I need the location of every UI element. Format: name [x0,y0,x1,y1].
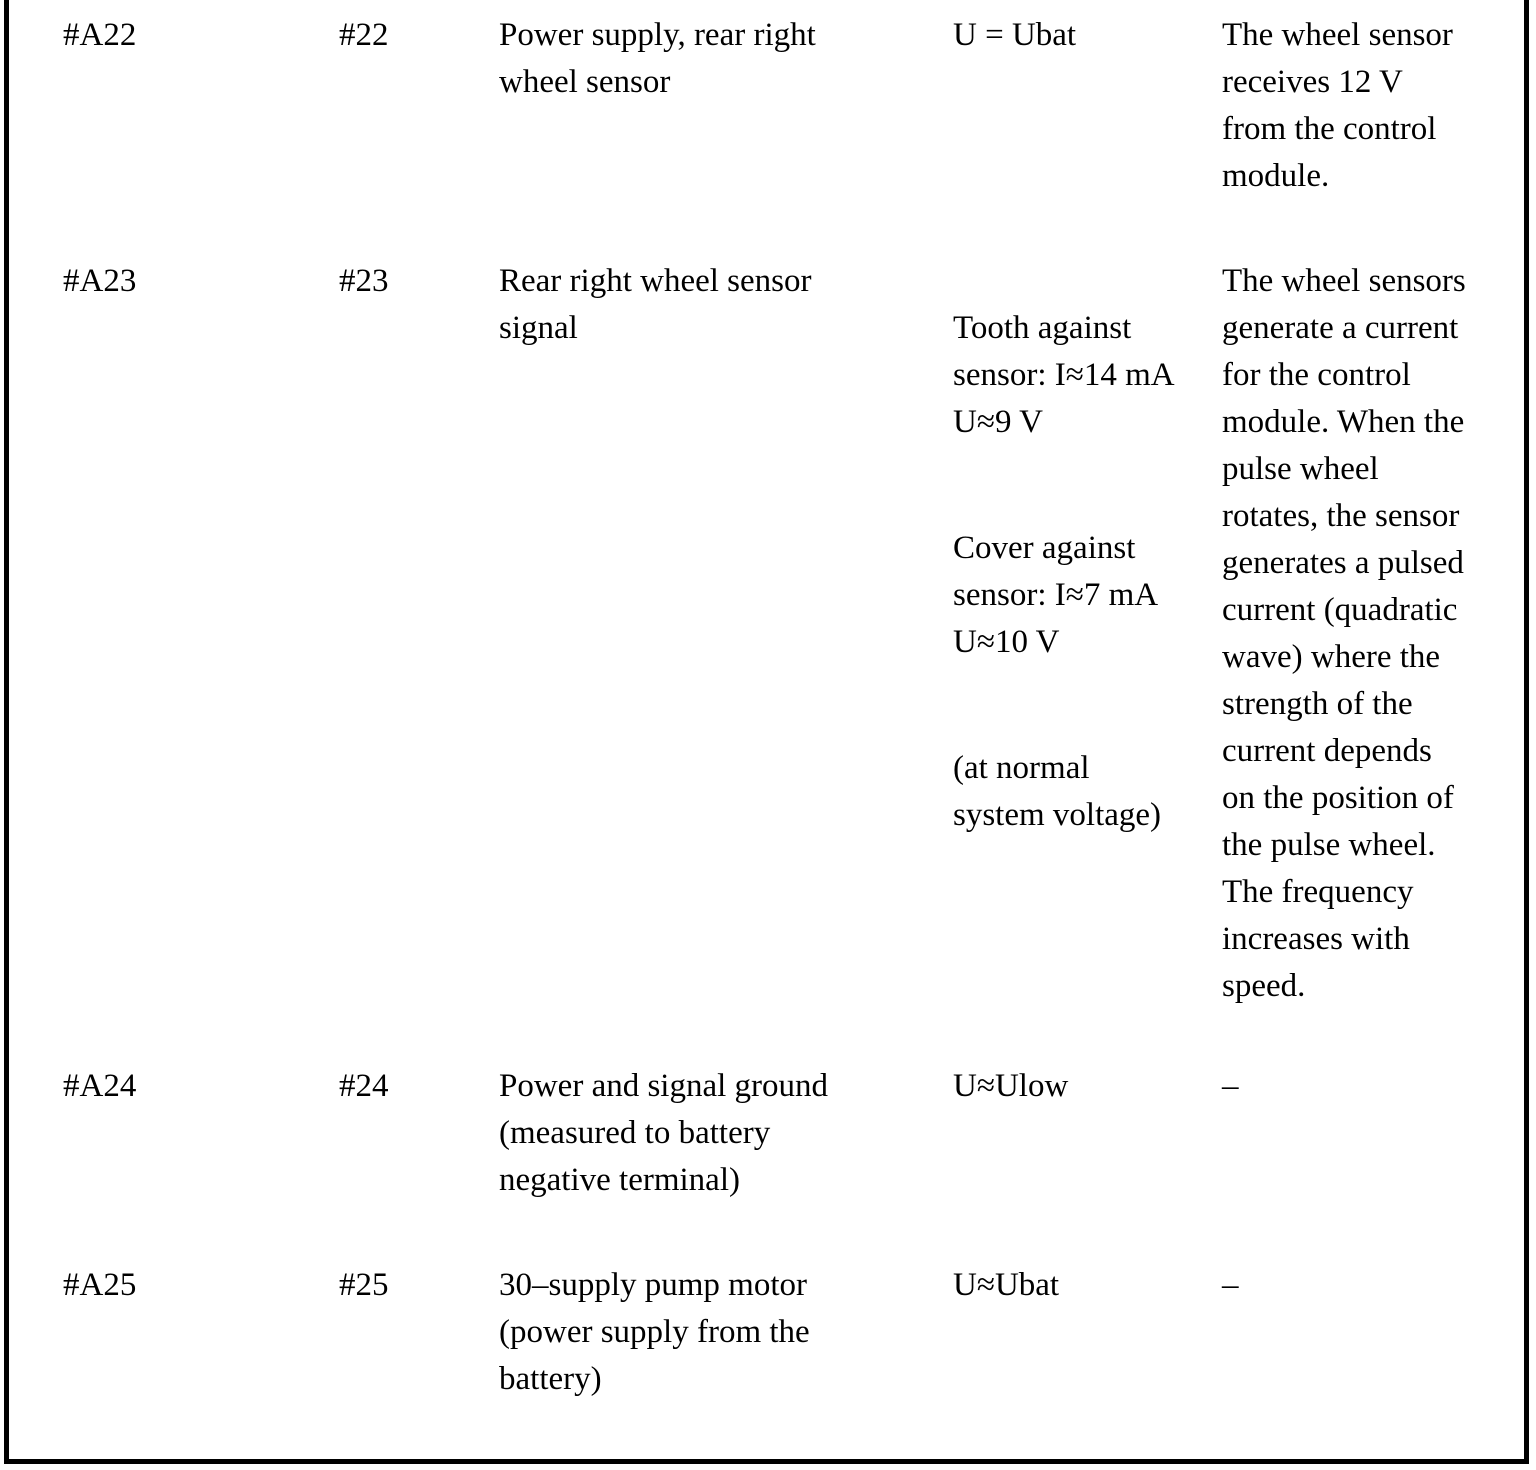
pin-cell: #24 [339,1068,389,1104]
value-note-text: (at normal system voltage) [953,750,1162,833]
value-tooth-text: Tooth against sensor: I≈14 mA U≈9 V [953,310,1175,440]
function-cell: Power supply, rear right wheel sensor [499,17,816,100]
pin-table [4,0,1529,1464]
pin-a-cell: #A23 [63,263,137,299]
function-cell: Rear right wheel sensor signal [499,263,812,346]
pin-a-cell: #A24 [63,1068,137,1104]
value-cell [953,258,1219,886]
comment-cell: The wheel sensors generate a current for the control module. When the pulse wheel rotates, the sensor generates a pulsed current (quadratic wave) where the strength of the current depends on the position of the pulse wheel. The frequency increases with speed. [1222,263,1466,1004]
comment-cell: – [1222,1267,1239,1303]
function-cell: 30–supply pump motor (power supply from the battery) [499,1267,810,1397]
pin-cell: #23 [339,263,389,299]
comment-cell: The wheel sensor receives 12 V from the control module. [1222,17,1453,194]
value-cover-text: Cover against sensor: I≈7 mA U≈10 V [953,530,1159,660]
value-cell: U = Ubat [953,17,1077,53]
pin-a-cell: #A25 [63,1267,137,1303]
pin-a-cell: #A22 [63,17,137,53]
comment-cell: – [1222,1068,1239,1104]
function-cell: Power and signal ground (measured to battery negative terminal) [499,1068,829,1198]
value-cell: U≈Ubat [953,1267,1060,1303]
pin-cell: #25 [339,1267,389,1303]
value-cell: U≈Ulow [953,1068,1069,1104]
pin-cell: #22 [339,17,389,53]
